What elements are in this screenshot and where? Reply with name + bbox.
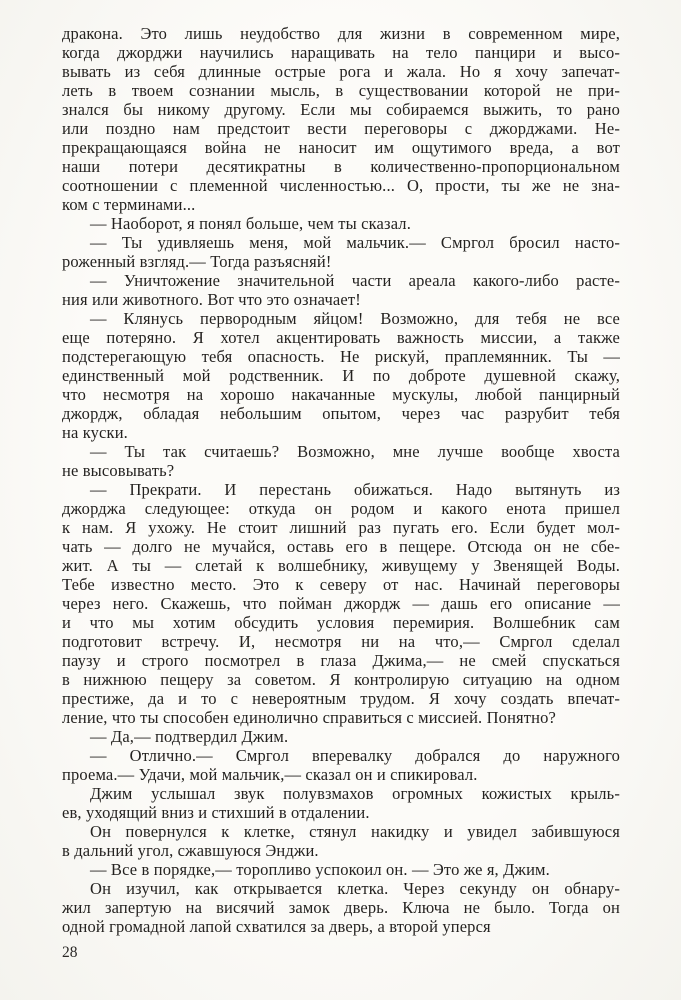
text-line: наши потери десятикратны в количественно-пропорциональном (62, 157, 620, 176)
text-line: одной громадной лапой схватился за дверь, а второй уперся (62, 917, 491, 936)
text-line: к нам. Я ухожу. Не стоит лишний раз пугать его. Если будет мол- (62, 518, 620, 537)
text-line: Он повернулся к клетке, стянул накидку и увидел забившуюся (90, 822, 620, 841)
text-line: — Уничтожение значительной части ареала какого-либо расте- (90, 271, 620, 290)
paragraph (62, 442, 620, 480)
text-line: — Клянусь первородным яйцом! Возможно, для тебя не все (90, 309, 620, 328)
text-line: прекращающаяся война не наносит им ощутимого вреда, а вот (62, 138, 620, 157)
text-line: роженный взгляд.— Тогда разъясняй! (62, 252, 332, 271)
text-line: жит. А ты — слетай к волшебнику, живущему у Звенящей Воды. (62, 556, 620, 575)
text-line: Джим услышал звук полувзмахов огромных кожистых крыль- (90, 784, 620, 803)
paragraph (62, 860, 620, 879)
text-line: — Прекрати. И перестань обижаться. Надо вытянуть из (90, 480, 620, 499)
text-line: престиже, да и то с невероятным трудом. Я хочу создать впечат- (62, 689, 620, 708)
text-line: чать — долго не мучайся, оставь его в пещере. Отсюда он не сбе- (62, 537, 620, 556)
text-line: паузу и строго посмотрел в глаза Джима,— не смей спускаться (62, 651, 620, 670)
text-line: ление, что ты способен единолично справиться с миссией. Понятно? (62, 708, 557, 727)
text-line: вывать из себя длинные острые рога и жала. Но я хочу запечат- (62, 62, 620, 81)
paragraph (62, 822, 620, 860)
text-line: джорджа следующее: откуда он родом и какого енота пришел (62, 499, 620, 518)
paragraph (62, 271, 620, 309)
text-line: проема.— Удачи, мой мальчик,— сказал он и спикировал. (62, 765, 478, 784)
text-line: — Отлично.— Смргол вперевалку добрался до наружного (90, 746, 620, 765)
page-text (62, 24, 620, 936)
text-line: ев, уходящий вниз и стихший в отдалении. (62, 803, 370, 822)
text-line: подстерегающую тебя опасность. Не рискуй, праплемянник. Ты — (62, 347, 620, 366)
text-line: в нижнюю пещеру за советом. Я контролирую ситуацию на одном (62, 670, 620, 689)
paragraph (62, 879, 620, 936)
text-line: джордж, обладая небольшим опытом, через час разрубит тебя (62, 404, 620, 423)
page-number: 28 (62, 944, 78, 961)
text-line: знался бы никому другому. Если мы собираемся выжить, то рано (62, 100, 620, 119)
paragraph (62, 746, 620, 784)
text-line: жил запертую на висячий замок дверь. Ключа не было. Тогда он (62, 898, 620, 917)
text-line: подготовит встречу. И, несмотря ни на что,— Смргол сделал (62, 632, 620, 651)
text-line: когда джорджи научились наращивать на тело панцири и высо- (62, 43, 620, 62)
text-line: — Все в порядке,— торопливо успокоил он. — Это же я, Джим. (90, 860, 550, 879)
paragraph (62, 309, 620, 442)
text-line: ком с терминами... (62, 195, 196, 214)
paragraph (62, 727, 620, 746)
paragraph (62, 480, 620, 727)
text-line: через него. Скажешь, что пойман джордж — дашь его описание — (62, 594, 620, 613)
paragraph (62, 233, 620, 271)
text-line: — Ты так считаешь? Возможно, мне лучше вообще хвоста (90, 442, 620, 461)
text-line: и что мы хотим обсудить условия перемирия. Волшебник сам (62, 613, 620, 632)
paragraph (62, 24, 620, 214)
text-line: — Да,— подтвердил Джим. (90, 727, 289, 746)
text-line: в дальний угол, сжавшуюся Энджи. (62, 841, 319, 860)
text-line: леть в твоем сознании мысль, в существовании которой не при- (62, 81, 620, 100)
text-line: соотношении с племенной численностью... О, прости, ты же не зна- (62, 176, 620, 195)
text-line: что несмотря на хорошо накачанные мускулы, любой панцирный (62, 385, 620, 404)
text-line: на куски. (62, 423, 128, 442)
text-line: Он изучил, как открывается клетка. Через секунду он обнару- (90, 879, 620, 898)
paragraph (62, 784, 620, 822)
text-line: — Наоборот, я понял больше, чем ты сказал. (90, 214, 411, 233)
paragraph (62, 214, 620, 233)
text-line: ния или животного. Вот что это означает! (62, 290, 361, 309)
text-line: единственный мой родственник. И по доброте душевной скажу, (62, 366, 620, 385)
text-line: еще потеряно. Я хотел акцентировать важность миссии, а также (62, 328, 620, 347)
text-line: или поздно нам предстоит вести переговоры с джорджами. Не- (62, 119, 620, 138)
text-line: дракона. Это лишь неудобство для жизни в современном мире, (62, 24, 620, 43)
text-line: Тебе известно место. Это к северу от нас. Начинай переговоры (62, 575, 620, 594)
text-line: — Ты удивляешь меня, мой мальчик.— Смргол бросил насто- (90, 233, 620, 252)
text-line: не высовывать? (62, 461, 175, 480)
